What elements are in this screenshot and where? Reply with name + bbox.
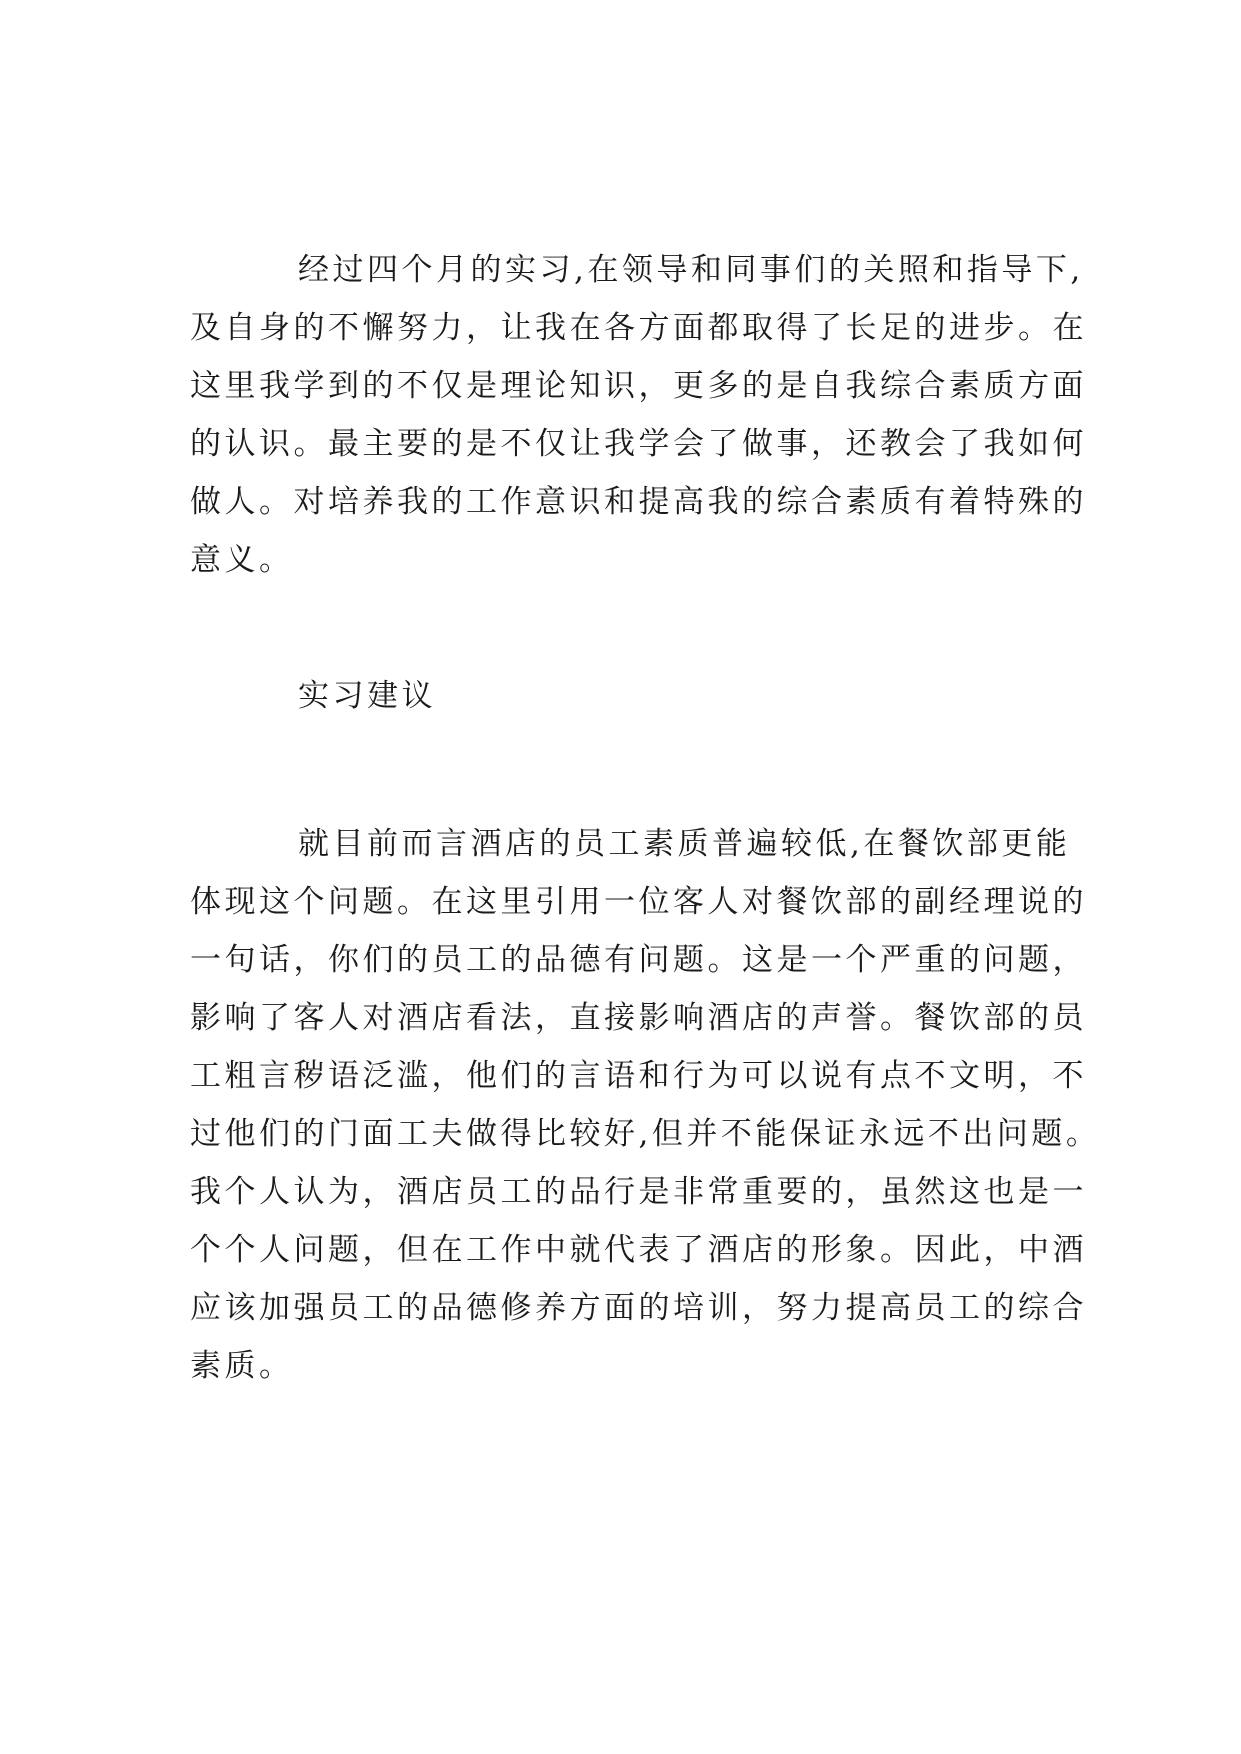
- text-line: 工粗言秽语泛滥，他们的言语和行为可以说有点不文明，不: [190, 1058, 1087, 1094]
- text-line: 影响了客人对酒店看法，直接影响酒店的声誉。餐饮部的员: [190, 1000, 1087, 1036]
- text-line: 个个人问题，但在工作中就代表了酒店的形象。因此，中酒: [190, 1232, 1087, 1268]
- text-line: 过他们的门面工夫做得比较好,但并不能保证永远不出问题。: [190, 1116, 1101, 1152]
- text-line: 做人。对培养我的工作意识和提高我的综合素质有着特殊的: [190, 484, 1087, 520]
- text-line: 一句话，你们的员工的品德有问题。这是一个严重的问题，: [190, 942, 1087, 978]
- text-line: 就目前而言酒店的员工素质普遍较低,在餐饮部更能: [298, 826, 1071, 862]
- text-line: 我个人认为，酒店员工的品行是非常重要的，虽然这也是一: [190, 1174, 1087, 1210]
- text-line: 意义。: [190, 542, 294, 578]
- text-line: 经过四个月的实习,在领导和同事们的关照和指导下,: [298, 252, 1084, 288]
- section-heading: 实习建议: [298, 678, 436, 714]
- text-line: 体现这个问题。在这里引用一位客人对餐饮部的副经理说的: [190, 884, 1087, 920]
- text-line: 素质。: [190, 1348, 294, 1384]
- text-line: 应该加强员工的品德修养方面的培训，努力提高员工的综合: [190, 1290, 1087, 1326]
- text-line: 这里我学到的不仅是理论知识，更多的是自我综合素质方面: [190, 368, 1087, 404]
- text-line: 及自身的不懈努力，让我在各方面都取得了长足的进步。在: [190, 310, 1087, 346]
- text-line: 的认识。最主要的是不仅让我学会了做事，还教会了我如何: [190, 426, 1087, 462]
